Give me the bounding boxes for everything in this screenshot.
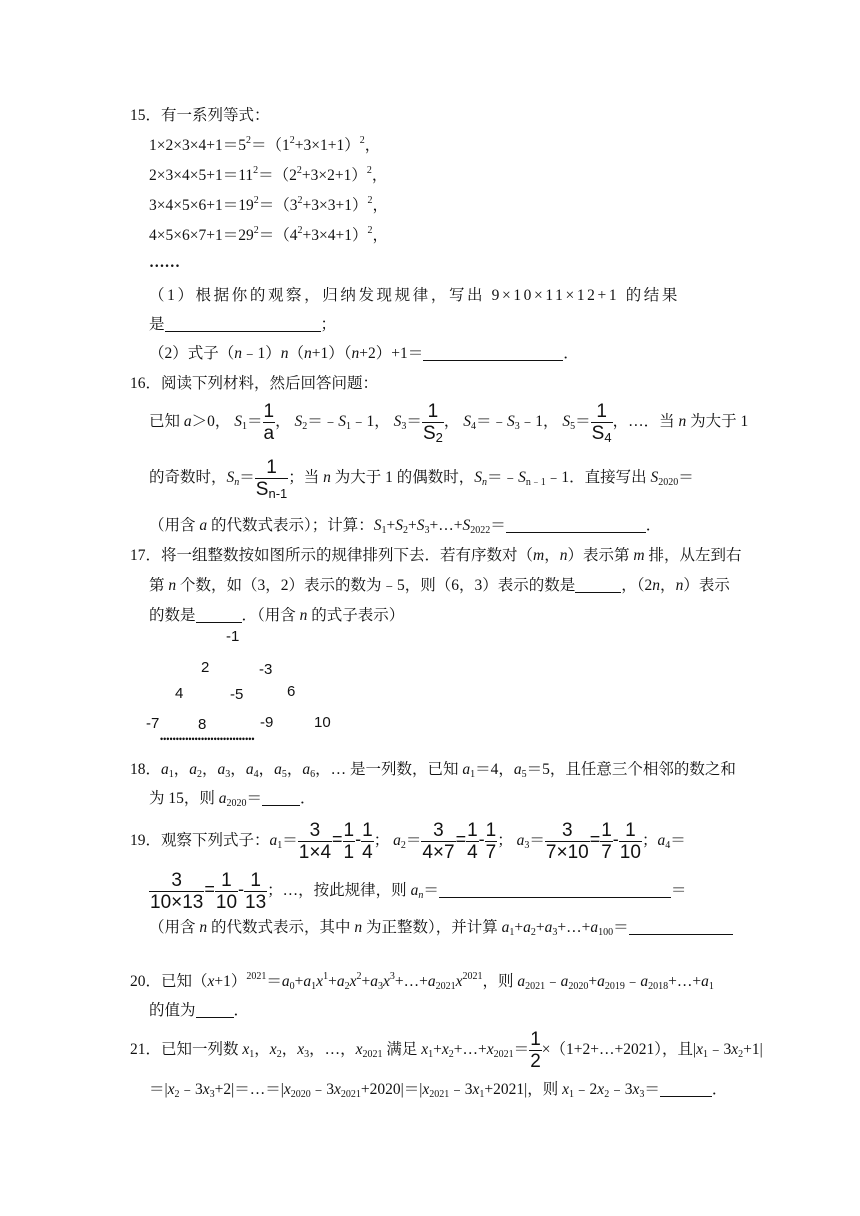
q15-part1-answer: 是 ； — [149, 316, 337, 333]
q19-line2: $\frac{3}{10\times 13}$ = $\frac{1}{10}$ - $\frac{1}{13}$ ；…，按此规律，则 $a_n=$ ＝ — [150, 869, 687, 913]
triangle-number: 10 — [314, 714, 331, 731]
fraction-1-over-a: $\frac{1}{a}$ — [263, 400, 275, 444]
fraction-3-over-4x7: $\frac{3}{4\times 7}$ — [422, 819, 455, 863]
q16-line2: 的奇数时，$S_n=$ $\frac{1}{S_{n-1}}$ ；当 n 为大于 1 的偶数时，$S_n=﹣S_{n﹣1}﹣1$．直接写出 $S_{2020}=$ — [149, 456, 694, 501]
q19-line1: 19．观察下列式子：$a_1=$ $\frac{3}{1\times 4}$ = $\frac{1}{1}$ - $\frac{1}{4}$ ； $a_2=$ $\frac{3}{4\times 7}$ = $\frac{1}{4}$ - $\frac{1}{7}$ ； $a_3=$ $\frac{3}{7\times 10}$ = $\frac{1}{7}$ - $\frac{1}{10}$ ；$a_4=$ — [130, 819, 686, 863]
q15-part2: （2）式子（n﹣1）n（n+1）（n+2）+1＝ ． — [149, 345, 579, 362]
q16-line1: 已知 a＞0， $S_1=$ $\frac{1}{a}$ ， $S_2=﹣S_1﹣1$， $S_3=$ $\frac{1}{S_2}$ ， $S_4=﹣S_3﹣1$， $S_5=$ $\frac{1}{S_4}$ ，…．当 n 为大于 1 — [149, 400, 749, 445]
q16-title: 16．阅读下列材料，然后回答问题： — [130, 375, 379, 392]
answer-blank[interactable] — [165, 317, 321, 332]
answer-blank[interactable] — [196, 1003, 234, 1018]
q18-line2: 为 15，则 $a_{2020}=$ ． — [149, 790, 316, 809]
answer-blank[interactable] — [575, 578, 621, 593]
triangle-continuation-dots: •••••••••••••••••••••••••••••• — [160, 734, 255, 744]
answer-blank[interactable] — [262, 791, 300, 806]
fraction: $\frac{1}{7}$ — [485, 819, 497, 863]
fraction: $\frac{1}{10}$ — [619, 819, 641, 863]
triangle-number: -3 — [259, 661, 273, 678]
q15-part1: （1）根据你的观察，归纳发现规律，写出 9×10×11×12+1 的结果 — [149, 287, 680, 304]
triangle-number: -9 — [260, 714, 274, 731]
fraction-one-half: $\frac{1}{2}$ — [530, 1028, 541, 1072]
q15-eq1: $1\times 2\times 3\times 4+1=5^2=(1^2+3\times 1+1)^2$， — [149, 135, 381, 154]
answer-blank[interactable] — [629, 920, 733, 935]
triangle-number: -1 — [226, 628, 240, 645]
fraction: $\frac{1}{4}$ — [362, 819, 373, 863]
q21-line1: 21．已知一列数 $x_1$，$x_2$，$x_3$，…，$x_{2021}$ 满足 $x_1+x_2+\dots+x_{2021}=$ $\frac{1}{2}$ ×（1+2+…+2021），且$|x_1﹣3x_2+1|$ — [130, 1028, 763, 1072]
q17-line1: 17．将一组整数按如图所示的规律排列下去．若有序数对（m，n）表示第 m 排，从左到右 — [130, 547, 742, 564]
triangle-number: 4 — [175, 685, 184, 702]
q16-line3: （用含 a 的代数式表示）；计算：$S_1+S_2+S_3+\dots+S_{2022}=$ ． — [149, 517, 662, 536]
q15-ellipsis: …… — [149, 254, 180, 271]
fraction-1-over-s4: $\frac{1}{S_4}$ — [591, 400, 612, 445]
fraction-3-over-7x10: $\frac{3}{7\times 10}$ — [545, 819, 589, 863]
q20-line1: 20．已知$(x+1)^{2021}=a_0+a_1x^1+a_2x^2+a_3x^3+\dots+a_{2021}x^{2021}$，则 $a_{2021}﹣a_{2020}+a_{2019}﹣a_{2018}+\dots+a_1$ — [130, 971, 714, 992]
q19-line3: （用含 n 的代数式表示，其中 n 为正整数），并计算 $a_1+a_2+a_3+\dots+a_{100}=$ — [149, 918, 733, 938]
q15-eq4: $4\times 5\times 6\times 7+1=29^2=(4^2+3\times 4+1)^2$， — [149, 225, 388, 244]
triangle-number: 8 — [198, 716, 207, 733]
q21-line2: $=|x_2﹣3x_3+2|=\dots=|x_{2020}﹣3x_{2021}+2020|=|x_{2021}﹣3x_1+2021|$，则 $x_1﹣2x_2﹣3x_3=$ ． — [149, 1081, 728, 1100]
answer-blank[interactable] — [506, 518, 646, 533]
fraction: $\frac{1}{13}$ — [245, 869, 267, 913]
q20-line2: 的值为 ． — [149, 1002, 250, 1019]
triangle-number: 2 — [201, 659, 210, 676]
q15-eq2: $2\times 3\times 4\times 5+1=11^2=(2^2+3\times 2+1)^2$， — [149, 165, 388, 184]
fraction-3-over-10x13: $\frac{3}{10\times 13}$ — [150, 869, 204, 913]
fraction: $\frac{1}{10}$ — [215, 869, 238, 913]
q17-line2: 第 n 个数，如（3，2）表示的数为﹣5，则（6，3）表示的数是 ，（2n，n）表示 — [149, 577, 730, 594]
answer-blank[interactable] — [439, 883, 671, 898]
q15-title: 15．有一系列等式： — [130, 107, 270, 124]
triangle-number: -7 — [146, 715, 160, 732]
q17-line3: 的数是 ．（用含 n 的式子表示） — [149, 607, 405, 624]
fraction: $\frac{1}{1}$ — [343, 819, 355, 863]
fraction-1-over-s2: $\frac{1}{S_2}$ — [422, 400, 443, 445]
fraction: $\frac{1}{4}$ — [467, 819, 478, 863]
fraction: $\frac{1}{7}$ — [601, 819, 612, 863]
answer-blank[interactable] — [660, 1082, 712, 1097]
q18-line1: 18．$a_1$，$a_2$，$a_3$，$a_4$，$a_5$，$a_6$，… 是一列数，已知 $a_1=4$，$a_5=5$，且任意三个相邻的数之和 — [130, 761, 736, 780]
triangle-number: 6 — [287, 683, 296, 700]
answer-blank[interactable] — [196, 608, 242, 623]
fraction-3-over-1x4: $\frac{3}{1\times 4}$ — [298, 819, 332, 863]
fraction-1-over-sn-1: $\frac{1}{S_{n-1}}$ — [255, 456, 288, 501]
triangle-number: -5 — [230, 686, 244, 703]
answer-blank[interactable] — [423, 346, 563, 361]
q15-eq3: $3\times 4\times 5\times 6+1=19^2=(3^2+3\times 3+1)^2$， — [149, 195, 388, 214]
